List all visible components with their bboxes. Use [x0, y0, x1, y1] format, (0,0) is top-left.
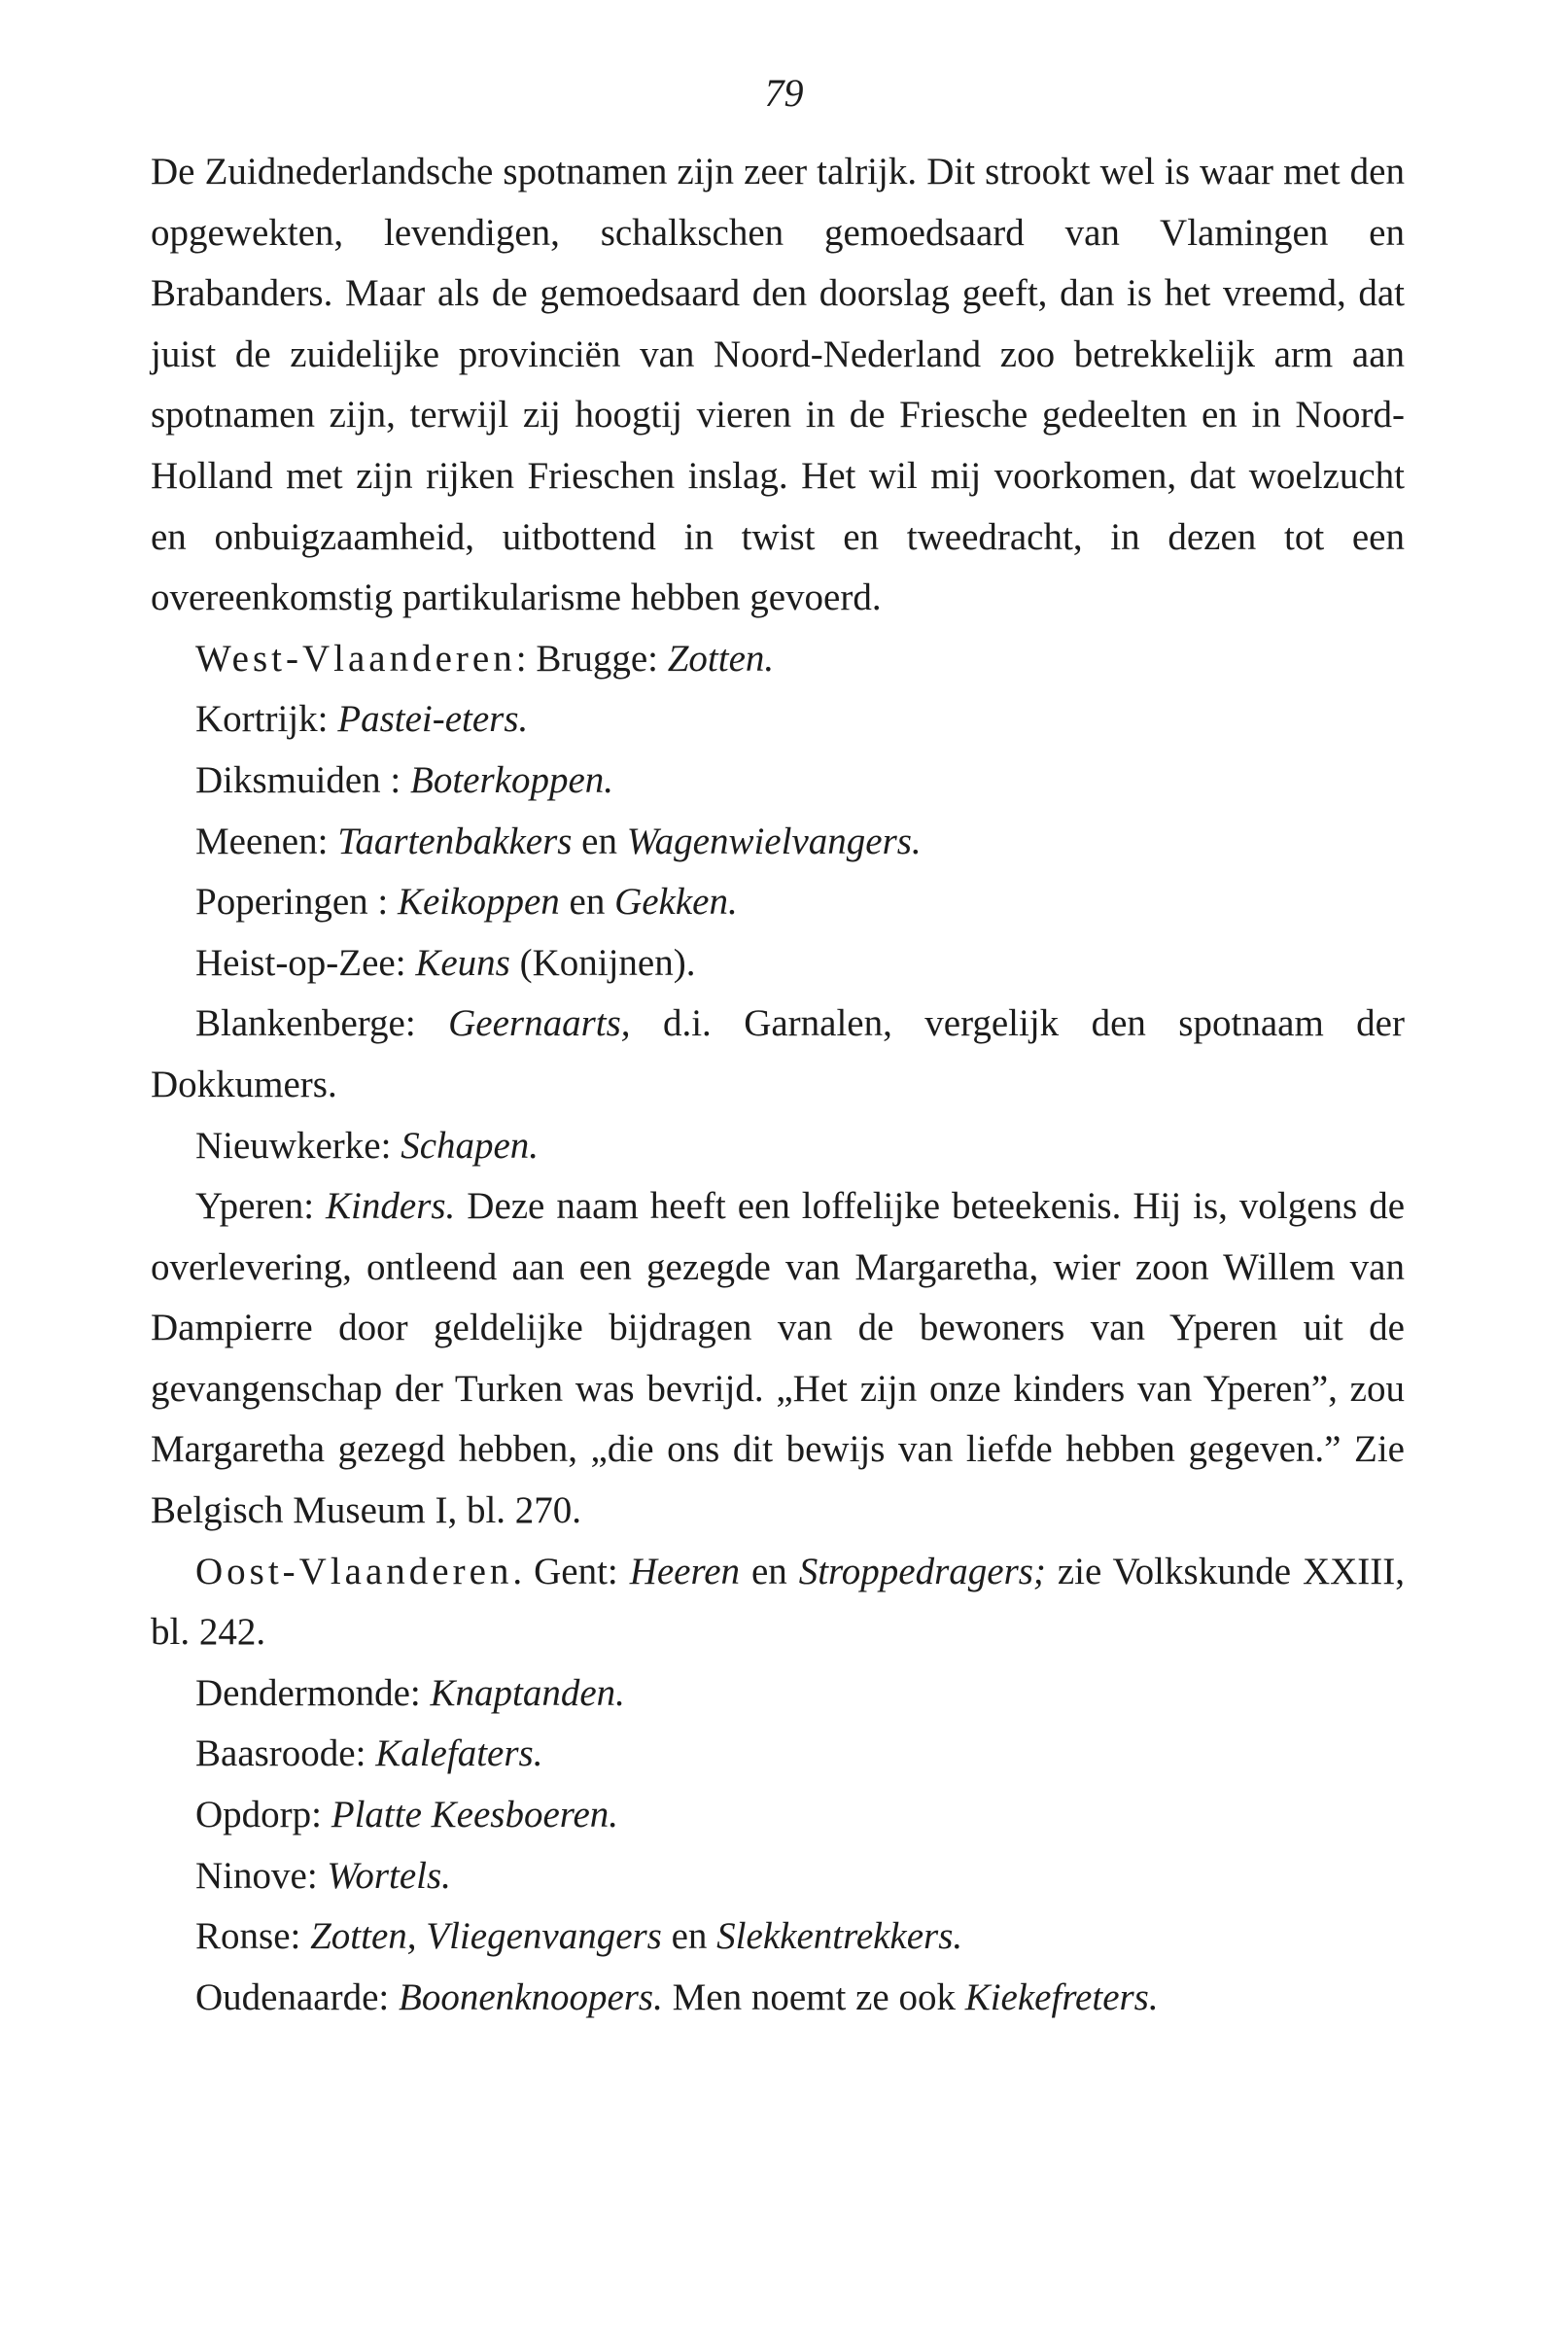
entry-oudenaarde: Oudenaarde: Boonenknoopers. Men noemt ze ook Kiekefreters.: [195, 1975, 1159, 2018]
place-name: Diksmuiden: [195, 758, 381, 801]
entry-poperingen: Poperingen : Keikoppen en Gekken.: [195, 881, 738, 924]
place-name: Dendermonde: [195, 1671, 410, 1714]
place-name: Ninove: [195, 1854, 307, 1897]
nickname: Kinders.: [326, 1185, 456, 1228]
place-name: Baasroode: [195, 1732, 356, 1775]
nickname: Boterkoppen.: [410, 758, 614, 801]
nickname: Zotten.: [667, 637, 775, 680]
entry-ninove: Ninove: Wortels.: [195, 1854, 451, 1897]
entry-blankenberge: Blankenberge: Geernaarts, d.i. Garnalen, vergelijk den spotnaam der Dokkumers.: [151, 1002, 1405, 1105]
page-body: [151, 142, 1405, 2028]
entry-baasroode: Baasroode: Kalefaters.: [195, 1732, 543, 1775]
place-name: Heist-op-Zee: [195, 941, 396, 984]
place-name: Yperen: [195, 1185, 304, 1228]
place-name: Poperingen: [195, 881, 368, 924]
nickname: Keuns: [415, 941, 510, 984]
nickname: Stroppedragers;: [798, 1550, 1046, 1592]
entry-diksmuiden: Diksmuiden : Boterkoppen.: [195, 758, 614, 801]
region-heading: West-Vlaanderen: [195, 637, 516, 680]
nickname: Gekken.: [614, 881, 738, 924]
region-heading: Oost-Vlaanderen: [195, 1550, 513, 1592]
nickname: Slekkentrekkers.: [716, 1915, 963, 1958]
nickname: Knaptanden.: [430, 1671, 625, 1714]
place-name: Ronse: [195, 1915, 291, 1958]
entry-opdorp: Opdorp: Platte Keesboeren.: [195, 1794, 619, 1836]
entry-heist-op-zee: Heist-op-Zee: Keuns (Konijnen).: [195, 941, 696, 984]
nickname: Vliegenvangers: [426, 1915, 662, 1958]
nickname: Heeren: [629, 1550, 741, 1592]
nickname: Wagenwielvangers.: [626, 820, 922, 862]
intro-paragraph: De Zuidnederlandsche spotnamen zijn zeer talrijk. Dit strookt wel is waar met den opgewekten, levendigen, schalkschen gemoedsaard van Vlamingen en Brabanders. Maar als de gemoedsaard den doorslag geeft, dan is het vreemd, dat juist de zuidelijke provinciën van Noord-Nederland zoo betrekkelijk arm aan spotnamen zijn, terwijl zij hoogtij vieren in de Friesche gedeelten en in Noord-Holland met zijn rijken Frieschen inslag. Het wil mij voorkomen, dat woelzucht en onbuigzaamheid, uitbottend in twist en tweedracht, in dezen tot een overeenkomstig partikularisme hebben gevoerd.: [151, 151, 1405, 619]
place-name: Opdorp: [195, 1794, 312, 1836]
nickname: Keikoppen: [397, 881, 560, 924]
place-name: Oudenaarde: [195, 1975, 379, 2018]
entry-kortrijk: Kortrijk: Pastei-eters.: [195, 698, 529, 741]
nickname: Taartenbakkers: [337, 820, 573, 862]
nickname: Platte Keesboeren.: [331, 1794, 619, 1836]
nickname: Zotten,: [310, 1915, 417, 1958]
entry-yperen: Yperen: Kinders. Deze naam heeft een loffelijke beteekenis. Hij is, volgens de overlevering, ontleend aan een gezegde van Margaretha, wier zoon Willem van Dampierre door geldelijke bijdragen van de bewoners van Yperen uit de gevangenschap der Turken was bevrijd. „Het zijn onze kinders van Yperen”, zou Margaretha gezegd hebben, „die ons dit bewijs van liefde hebben gegeven.” Zie Belgisch Museum I, bl. 270.: [151, 1185, 1405, 1532]
place-name: Kortrijk: [195, 698, 318, 741]
entry-dendermonde: Dendermonde: Knaptanden.: [195, 1671, 625, 1714]
entry-ronse: Ronse: Zotten, Vliegenvangers en Slekkentrekkers.: [195, 1915, 963, 1958]
nickname: Pastei-eters.: [337, 698, 529, 741]
entry-oost-vlaanderen: Oost-Vlaanderen. Gent: Heeren en Stroppedragers; zie Volkskunde XXIII, bl. 242.: [151, 1550, 1405, 1654]
place-name: Nieuwkerke: [195, 1124, 381, 1167]
nickname: Wortels.: [327, 1854, 451, 1897]
place-name: Gent: [534, 1550, 608, 1592]
nickname: Geernaarts,: [448, 1002, 631, 1045]
nickname: Kiekefreters.: [964, 1975, 1159, 2018]
page-number: 79: [764, 71, 804, 115]
place-name: Brugge: [536, 637, 648, 680]
nickname: Boonenknoopers.: [399, 1975, 663, 2018]
entry-meenen: Meenen: Taartenbakkers en Wagenwielvangers.: [195, 820, 922, 862]
entry-west-vlaanderen: West-Vlaanderen: Brugge: Zotten.: [195, 637, 775, 680]
place-name: Meenen: [195, 820, 318, 862]
entry-nieuwkerke: Nieuwkerke: Schapen.: [195, 1124, 540, 1167]
place-name: Blankenberge: [195, 1002, 405, 1045]
nickname: Schapen.: [401, 1124, 540, 1167]
nickname: Kalefaters.: [375, 1732, 543, 1775]
